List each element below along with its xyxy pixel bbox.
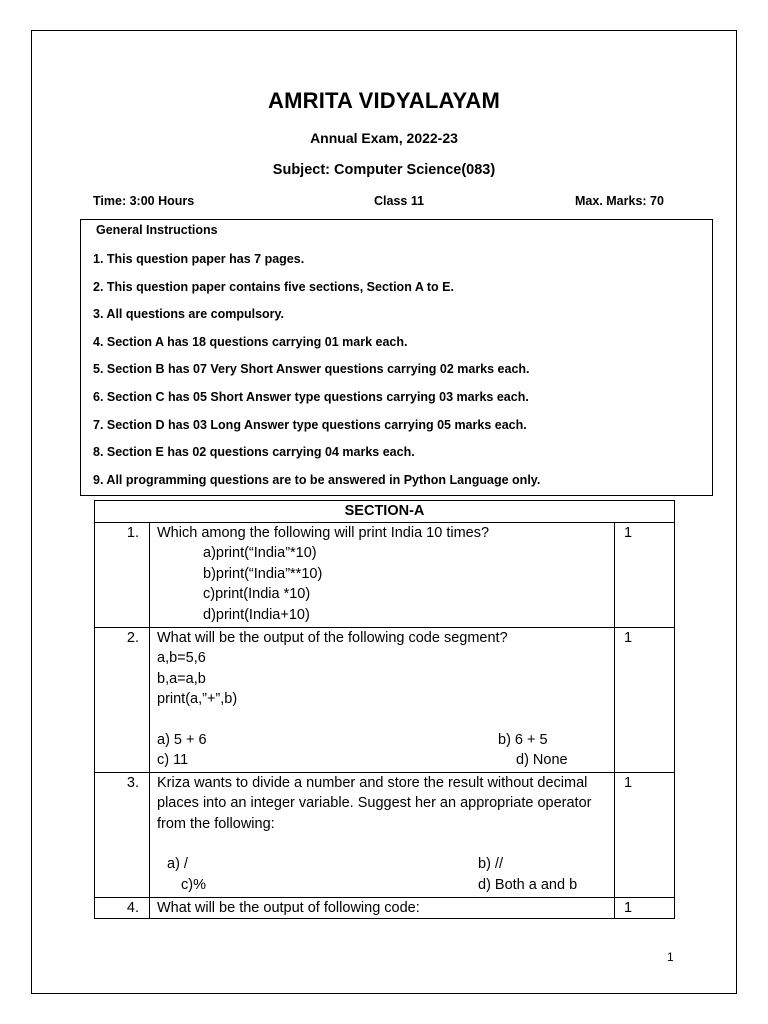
instruction-item: 8. Section E has 02 questions carrying 04 marks each. — [93, 445, 415, 459]
exam-title: Annual Exam, 2022-23 — [310, 130, 458, 146]
instruction-item: 7. Section D has 03 Long Answer type questions carrying 05 marks each. — [93, 418, 527, 432]
code-line: print(a,”+”,b) — [157, 691, 238, 707]
instruction-item: 3. All questions are compulsory. — [93, 307, 285, 321]
option-a: a)print(“India”*10) — [203, 545, 317, 561]
time-label: Time: 3:00 Hours — [93, 194, 195, 208]
question-row — [95, 522, 675, 627]
instruction-item: 4. Section A has 18 questions carrying 01 mark each. — [93, 335, 408, 349]
question-body — [150, 522, 615, 627]
subject-line: Subject: Computer Science(083) — [272, 162, 496, 178]
question-row — [95, 772, 675, 897]
question-body — [150, 897, 615, 919]
question-text: Kriza wants to divide a number and store the result without decimal places into an integer variable. Suggest her an appropriate operator from the following: — [157, 774, 592, 832]
question-number: 3. — [95, 772, 150, 897]
option-c: c)print(India *10) — [203, 586, 311, 602]
section-a-table — [94, 500, 675, 919]
page-number: 1 — [667, 950, 674, 964]
option-d: d) Both a and b — [478, 876, 578, 893]
question-row — [95, 627, 675, 772]
code-line: b,a=a,b — [157, 670, 206, 687]
question-body — [150, 627, 615, 772]
question-marks: 1 — [615, 772, 675, 897]
max-marks-label: Max. Marks: 70 — [575, 194, 664, 208]
question-text: What will be the output of following code: — [157, 899, 420, 916]
school-title: AMRITA VIDYALAYAM — [268, 88, 500, 113]
instruction-item: 9. All programming questions are to be answered in Python Language only. — [93, 473, 541, 487]
question-marks: 1 — [615, 627, 675, 772]
section-title: SECTION-A — [95, 501, 675, 523]
question-number: 2. — [95, 627, 150, 772]
instruction-item: 1. This question paper has 7 pages. — [93, 252, 305, 266]
section-header-row — [95, 501, 675, 523]
code-line: a,b=5,6 — [157, 650, 206, 666]
question-text: Which among the following will print India 10 times? — [157, 524, 490, 541]
question-marks: 1 — [615, 522, 675, 627]
option-a: a) 5 + 6 — [157, 731, 207, 748]
question-number: 1. — [95, 522, 150, 627]
class-label: Class 11 — [374, 194, 425, 208]
option-b: b)print(“India”**10) — [203, 565, 323, 582]
instruction-item: 5. Section B has 07 Very Short Answer questions carrying 02 marks each. — [93, 362, 530, 376]
option-c: c)% — [181, 876, 206, 893]
question-row — [95, 897, 675, 919]
question-body — [150, 772, 615, 897]
question-text: What will be the output of the following code segment? — [157, 629, 508, 646]
instructions-heading: General Instructions — [96, 223, 218, 237]
option-c: c) 11 — [157, 752, 189, 768]
option-b: b) // — [478, 856, 503, 872]
option-d: d) None — [516, 752, 568, 768]
instruction-item: 6. Section C has 05 Short Answer type questions carrying 03 marks each. — [93, 390, 529, 404]
instruction-item: 2. This question paper contains five sections, Section A to E. — [93, 280, 454, 294]
option-a: a) / — [167, 856, 188, 872]
question-number: 4. — [95, 897, 150, 919]
option-b: b) 6 + 5 — [498, 731, 548, 748]
question-marks: 1 — [615, 897, 675, 919]
option-d: d)print(India+10) — [203, 606, 310, 623]
